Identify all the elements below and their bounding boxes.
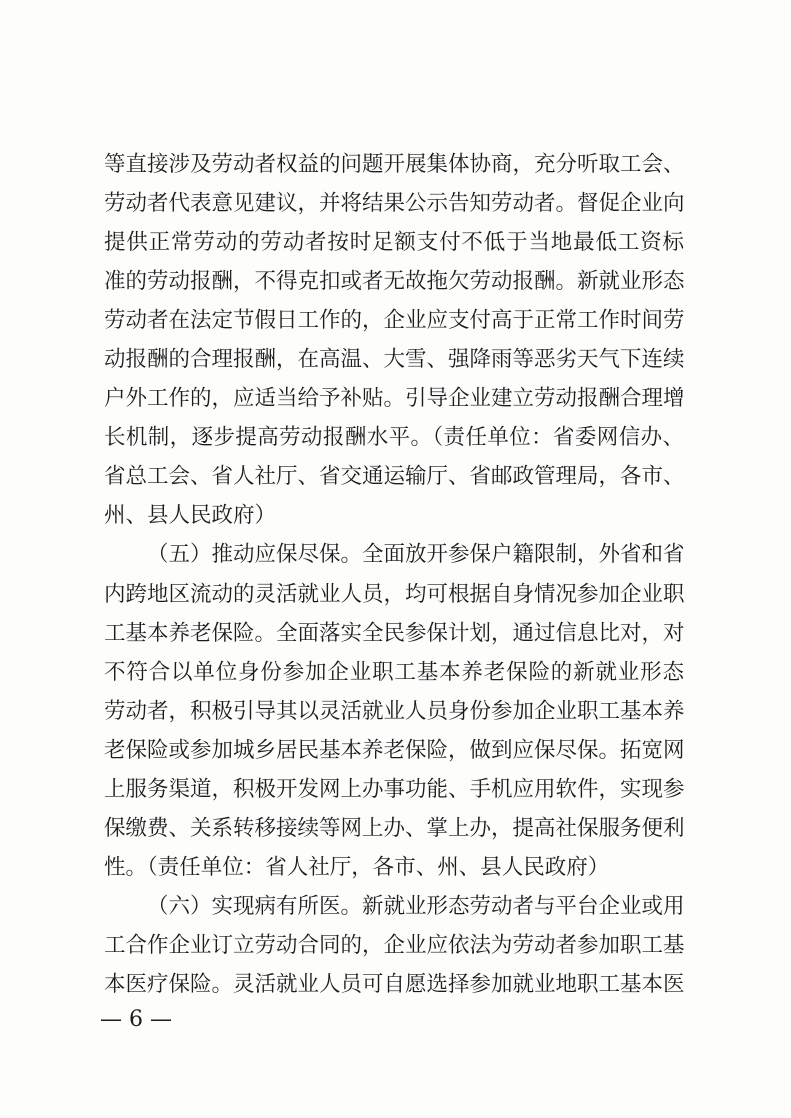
- text-line: 劳动者，积极引导其以灵活就业人员身份参加企业职工基本养: [104, 699, 685, 724]
- section-heading-line: （五）推动应保尽保。全面放开参保户籍限制，外省和省: [147, 542, 685, 567]
- text-line: 长机制，逐步提高劳动报酬水平。（责任单位：省委网信办、: [104, 425, 684, 450]
- text-line: 省总工会、省人社厅、省交通运输厅、省邮政管理局，各市、: [104, 464, 685, 489]
- text-line: 户外工作的，应适当给予补贴。引导企业建立劳动报酬合理增: [104, 386, 685, 411]
- text-line: 工基本养老保险。全面落实全民参保计划，通过信息比对，对: [104, 621, 685, 646]
- text-line: 工合作企业订立劳动合同的，企业应依法为劳动者参加职工基: [104, 933, 685, 958]
- text-line: 劳动者在法定节假日工作的，企业应支付高于正常工作时间劳: [104, 308, 685, 333]
- text-line: 等直接涉及劳动者权益的问题开展集体协商，充分听取工会、: [104, 152, 685, 177]
- page-number: — 6 —: [100, 1007, 172, 1032]
- text-line: 保缴费、关系转移接续等网上办、掌上办，提高社保服务便利: [104, 816, 685, 841]
- text-line: 性。（责任单位：省人社厅，各市、州、县人民政府）: [104, 855, 610, 880]
- text-line: 本医疗保险。灵活就业人员可自愿选择参加就业地职工基本医: [104, 972, 685, 997]
- text-line: 不符合以单位身份参加企业职工基本养老保险的新就业形态: [104, 660, 684, 685]
- text-line: 州、县人民政府）: [104, 503, 277, 528]
- section-heading-line: （六）实现病有所医。新就业形态劳动者与平台企业或用: [147, 894, 685, 919]
- text-line: 上服务渠道，积极开发网上办事功能、手机应用软件，实现参: [104, 777, 685, 802]
- text-line: 准的劳动报酬，不得克扣或者无故拖欠劳动报酬。新就业形态: [104, 269, 685, 294]
- text-line: 内跨地区流动的灵活就业人员，均可根据自身情况参加企业职: [104, 582, 685, 607]
- text-line: 劳动者代表意见建议，并将结果公示告知劳动者。督促企业向: [104, 191, 685, 216]
- text-line: 提供正常劳动的劳动者按时足额支付不低于当地最低工资标: [104, 230, 684, 255]
- text-line: 动报酬的合理报酬，在高温、大雪、强降雨等恶劣天气下连续: [104, 347, 685, 372]
- text-line: 老保险或参加城乡居民基本养老保险，做到应保尽保。拓宽网: [104, 738, 685, 763]
